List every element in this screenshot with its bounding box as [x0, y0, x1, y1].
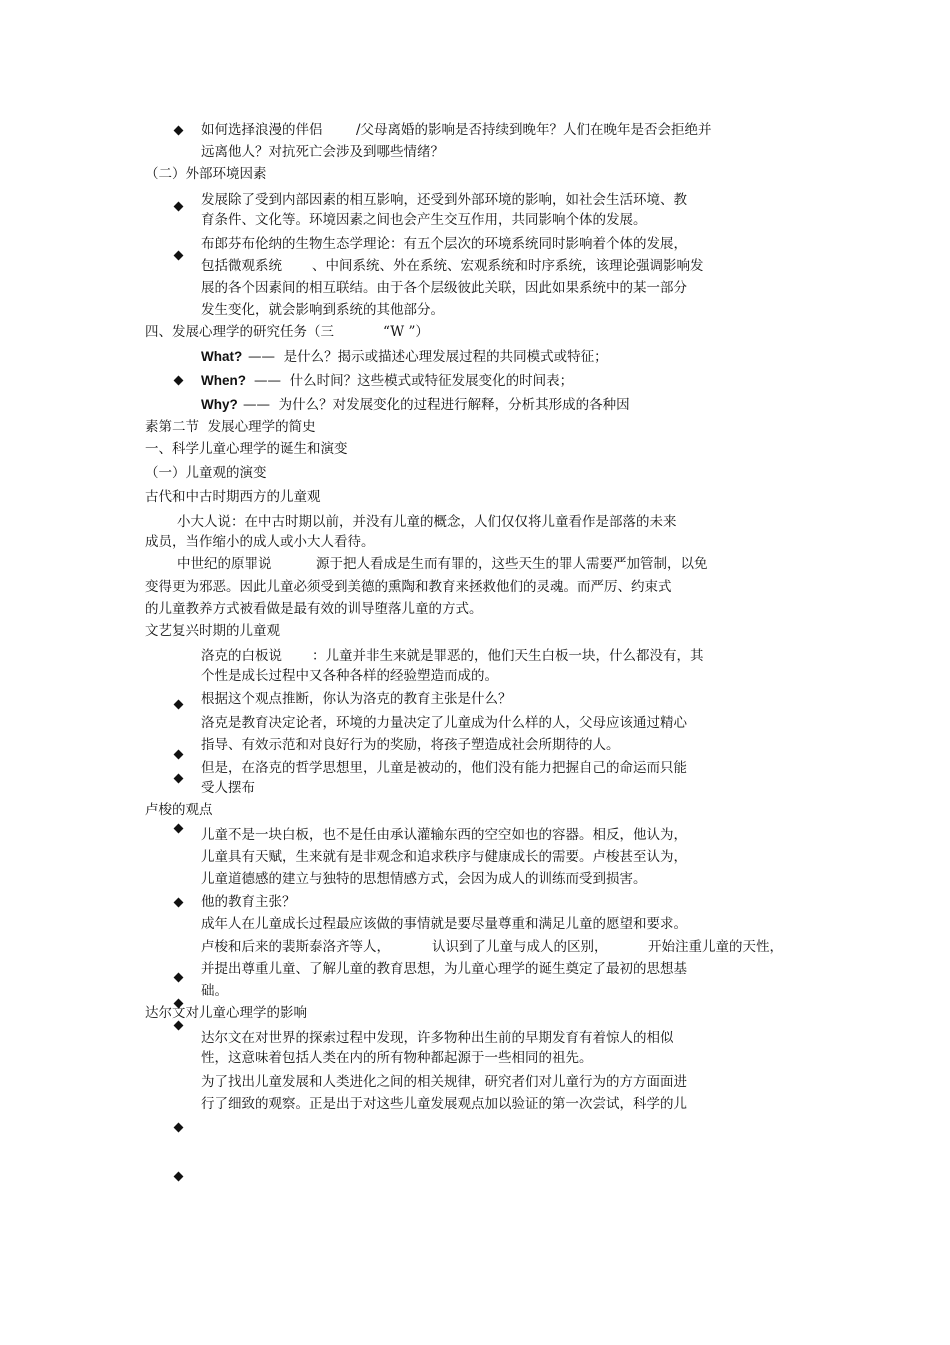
body-line: 源于把人看成是生而有罪的，这些天生的罪人需要严加管制，以免: [316, 556, 708, 572]
body-line: 但是，在洛克的哲学思想里，儿童是被动的，他们没有能力把握自己的命运而只能: [201, 760, 687, 776]
bullet-icon: [174, 126, 184, 136]
question-line: 如何选择浪漫的伴侣: [201, 122, 323, 138]
body-line: 布郎芬布伦纳的生物生态学理论：有五个层次的环境系统同时影响着个体的发展，: [201, 236, 687, 252]
body-line: 个性是成长过程中又各种各样的经验塑造而成的。: [201, 668, 498, 684]
body-line: 发生变化，就会影响到系统的其他部分。: [201, 302, 444, 318]
body-line: 认识到了儿童与成人的区别，: [432, 939, 608, 955]
section-heading: 四、发展心理学的研究任务（三: [145, 324, 334, 340]
body-line: 育条件、文化等。环境因素之间也会产生交互作用，共同影响个体的发展。: [201, 212, 647, 228]
why-keyword: Why?: [201, 397, 238, 412]
body-line: 包括微观系统: [201, 258, 282, 274]
body-line: 展的各个因素间的相互联结。由于各个层级彼此关联，因此如果系统中的某一部分: [201, 280, 687, 296]
body-line: 变得更为邪恶。因此儿童必须受到美德的熏陶和教育来拯救他们的灵魂。而严厉、约束式: [145, 579, 672, 595]
bullet-icon: [174, 376, 184, 386]
body-line: 中世纪的原罪说: [177, 556, 272, 572]
bullet-icon: [174, 750, 184, 760]
bullet-icon: [174, 1123, 184, 1133]
section-heading: 卢梭的观点: [145, 802, 213, 818]
section-heading: 文艺复兴时期的儿童观: [145, 623, 280, 639]
body-line: 性，这意味着包括人类在内的所有物种都起源于一些相同的祖先。: [201, 1050, 593, 1066]
bullet-icon: [174, 898, 184, 908]
body-line: 儿童道德感的建立与独特的思想情感方式，会因为成人的训练而受到损害。: [201, 871, 647, 887]
section-heading: “W ”）: [383, 324, 429, 340]
bullet-icon: [174, 251, 184, 261]
question-line: 远离他人？对抗死亡会涉及到哪些情绪？: [201, 144, 444, 160]
body-line: 开始注重儿童的天性，: [648, 939, 783, 955]
body-line: ：儿童并非生来就是罪恶的，他们天生白板一块，什么都没有，其: [312, 648, 704, 664]
body-line: 他的教育主张？: [201, 894, 296, 910]
bullet-icon: [174, 973, 184, 983]
body-line: 为了找出儿童发展和人类进化之间的相关规律，研究者们对儿童行为的方方面面进: [201, 1074, 687, 1090]
body-line: 小大人说：在中古时期以前，并没有儿童的概念，人们仅仅将儿童看作是部落的未来: [177, 514, 677, 530]
bullet-icon: [174, 824, 184, 834]
body-line: 础。: [201, 983, 228, 999]
section-heading: （二）外部环境因素: [145, 166, 267, 182]
section-heading: （一）儿童观的演变: [145, 465, 267, 481]
body-line: —— 什么时间？这些模式或特征发展变化的时间表；: [254, 373, 574, 389]
body-line: 、中间系统、外在系统、宏观系统和时序系统，该理论强调影响发: [312, 258, 704, 274]
body-line: —— 是什么？揭示或描述心理发展过程的共同模式或特征；: [248, 349, 608, 365]
bullet-icon: [174, 1172, 184, 1182]
bullet-icon: [174, 700, 184, 710]
body-line: 的儿童教养方式被看做是最有效的训导堕落儿童的方式。: [145, 601, 483, 617]
body-line: 并提出尊重儿童、了解儿童的教育思想，为儿童心理学的诞生奠定了最初的思想基: [201, 961, 687, 977]
body-line: 受人摆布: [201, 780, 255, 796]
body-line: 行了细致的观察。正是出于对这些儿童发展观点加以验证的第一次尝试，科学的儿: [201, 1096, 687, 1112]
section-heading: 素第二节 发展心理学的简史: [145, 419, 316, 435]
bullet-icon: [174, 1021, 184, 1031]
body-line: 根据这个观点推断，你认为洛克的教育主张是什么？: [201, 691, 512, 707]
body-line: 洛克是教育决定论者，环境的力量决定了儿童成为什么样的人，父母应该通过精心: [201, 715, 687, 731]
when-keyword: When?: [201, 373, 246, 388]
section-heading: 一、科学儿童心理学的诞生和演变: [145, 441, 348, 457]
question-line: /父母离婚的影响是否持续到晚年？人们在晚年是否会拒绝并: [356, 122, 712, 138]
body-line: 洛克的白板说: [201, 648, 282, 664]
bullet-icon: [174, 202, 184, 212]
body-line: 儿童具有天赋，生来就有是非观念和追求秩序与健康成长的需要。卢梭甚至认为，: [201, 849, 687, 865]
section-heading: 达尔文对儿童心理学的影响: [145, 1005, 307, 1021]
bullet-icon: [174, 774, 184, 784]
body-line: 指导、有效示范和对良好行为的奖励，将孩子塑造成社会所期待的人。: [201, 737, 620, 753]
body-line: —— 为什么？对发展变化的过程进行解释，分析其形成的各种因: [243, 397, 630, 413]
section-heading: 古代和中古时期西方的儿童观: [145, 489, 321, 505]
what-keyword: What?: [201, 349, 243, 364]
body-line: 发展除了受到内部因素的相互影响，还受到外部环境的影响，如社会生活环境、教: [201, 192, 687, 208]
body-line: 达尔文在对世界的探索过程中发现，许多物种出生前的早期发育有着惊人的相似: [201, 1030, 674, 1046]
body-line: 卢梭和后来的裴斯泰洛齐等人，: [201, 939, 390, 955]
body-line: 成员，当作缩小的成人或小大人看待。: [145, 534, 375, 550]
body-line: 成年人在儿童成长过程最应该做的事情就是要尽量尊重和满足儿童的愿望和要求。: [201, 916, 687, 932]
body-line: 儿童不是一块白板，也不是任由承认灌输东西的空空如也的容器。相反，他认为，: [201, 827, 687, 843]
